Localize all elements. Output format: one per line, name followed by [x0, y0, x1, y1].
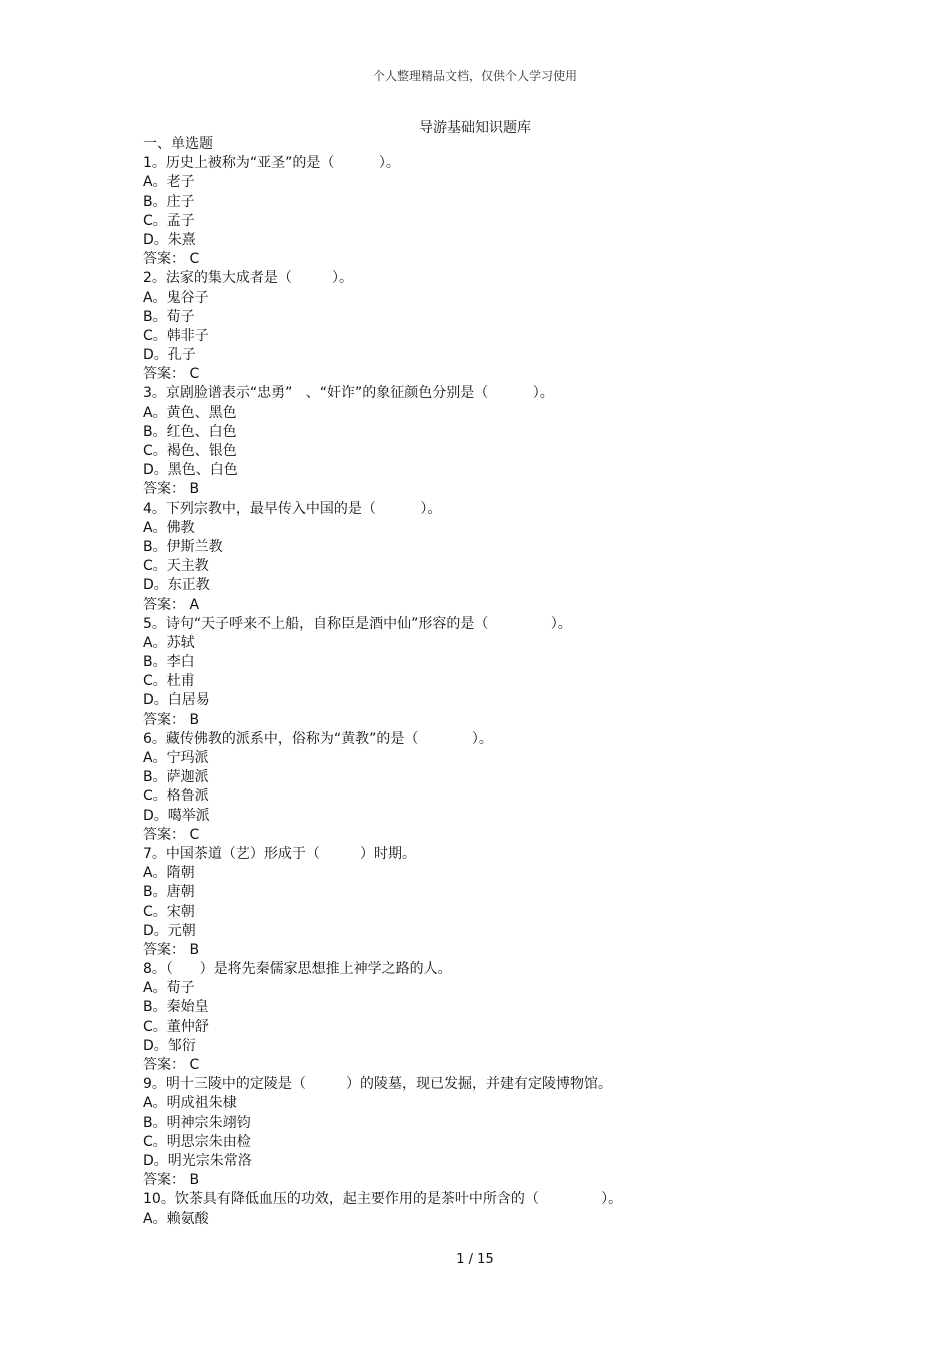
question-option: C。孟子	[143, 212, 195, 229]
question-option: D。明光宗朱常洛	[143, 1152, 252, 1169]
question-option: C。明思宗朱由检	[143, 1133, 251, 1150]
question-option: C。天主教	[143, 558, 209, 575]
question-option: A。佛教	[143, 519, 195, 536]
question-item	[143, 960, 823, 1075]
question-answer: 答案： C	[143, 251, 200, 268]
question-option: B。萨迦派	[143, 769, 209, 786]
question-answer: 答案： B	[143, 1172, 200, 1189]
question-option: A。赖氨酸	[143, 1210, 209, 1227]
question-option: A。荀子	[143, 980, 195, 997]
question-item	[143, 154, 823, 269]
question-option: C。格鲁派	[143, 788, 209, 805]
question-item	[143, 615, 823, 730]
question-option: C。杜甫	[143, 673, 195, 690]
question-item	[143, 269, 823, 384]
question-stem: 9。明十三陵中的定陵是（ ）的陵墓，现已发掘，并建有定陵博物馆。	[143, 1076, 612, 1093]
question-option: B。伊斯兰教	[143, 538, 223, 555]
question-option: C。董仲舒	[143, 1018, 209, 1035]
question-option: A。老子	[143, 174, 195, 191]
question-option: D。元朝	[143, 922, 196, 939]
question-option: B。李白	[143, 654, 195, 671]
page-header: 个人整理精品文档，仅供个人学习使用	[372, 69, 577, 83]
question-stem: 4。下列宗教中，最早传入中国的是（ ）。	[143, 500, 442, 517]
question-option: A。黄色、黑色	[143, 404, 237, 421]
section-heading: 一、单选题	[143, 136, 213, 152]
question-stem: 10。饮茶具有降低血压的功效，起主要作用的是茶叶中所含的（ ）。	[143, 1191, 623, 1208]
question-stem: 1。历史上被称为“亚圣”的是（ ）。	[143, 155, 400, 172]
question-option: D。噶举派	[143, 807, 210, 824]
question-stem: 5。诗句“天子呼来不上船，自称臣是酒中仙”形容的是（ ）。	[143, 615, 572, 632]
question-item	[143, 384, 823, 499]
question-option: A。明成祖朱棣	[143, 1095, 237, 1112]
question-answer: 答案： B	[143, 481, 200, 498]
question-option: B。庄子	[143, 193, 195, 210]
page-number: 1 / 15	[456, 1252, 494, 1267]
document-title: 导游基础知识题库	[419, 120, 531, 136]
question-option: C。韩非子	[143, 327, 209, 344]
question-item	[143, 500, 823, 615]
question-answer: 答案： C	[143, 1057, 200, 1073]
document-body	[143, 135, 823, 1229]
question-answer: 答案： B	[143, 711, 200, 728]
question-option: B。荀子	[143, 308, 195, 325]
question-answer: 答案： B	[143, 941, 200, 958]
question-answer: 答案： C	[143, 826, 200, 843]
question-option: C。褐色、银色	[143, 443, 237, 459]
question-answer: 答案： C	[143, 366, 200, 383]
question-option: A。宁玛派	[143, 750, 209, 766]
question-option: D。东正教	[143, 577, 210, 594]
question-item	[143, 1075, 823, 1190]
question-item	[143, 730, 823, 845]
question-option: A。隋朝	[143, 865, 195, 882]
question-option: B。唐朝	[143, 884, 195, 901]
question-option: D。孔子	[143, 347, 196, 364]
question-stem: 8。（ ）是将先秦儒家思想推上神学之路的人。	[143, 961, 452, 978]
question-answer: 答案： A	[143, 596, 200, 613]
question-option: D。朱熹	[143, 231, 196, 248]
question-stem: 7。中国茶道（艺）形成于（ ）时期。	[143, 845, 416, 862]
question-option: B。红色、白色	[143, 423, 237, 440]
question-option: D。黑色、白色	[143, 462, 238, 479]
question-option: A。鬼谷子	[143, 289, 209, 306]
question-option: D。白居易	[143, 692, 210, 709]
question-stem: 3。京剧脸谱表示“忠勇” 、“奸诈”的象征颜色分别是（ ）。	[143, 385, 554, 402]
question-option: D。邹衍	[143, 1037, 196, 1054]
question-item	[143, 845, 823, 960]
question-option: B。秦始皇	[143, 999, 209, 1016]
question-stem: 2。法家的集大成者是（ ）。	[143, 270, 353, 287]
question-option: C。宋朝	[143, 903, 195, 920]
question-option: A。苏轼	[143, 634, 195, 651]
question-item	[143, 1190, 823, 1228]
question-option: B。明神宗朱翊钧	[143, 1114, 251, 1131]
question-stem: 6。藏传佛教的派系中，俗称为“黄教”的是（ ）。	[143, 730, 493, 747]
question-list	[143, 154, 823, 1229]
